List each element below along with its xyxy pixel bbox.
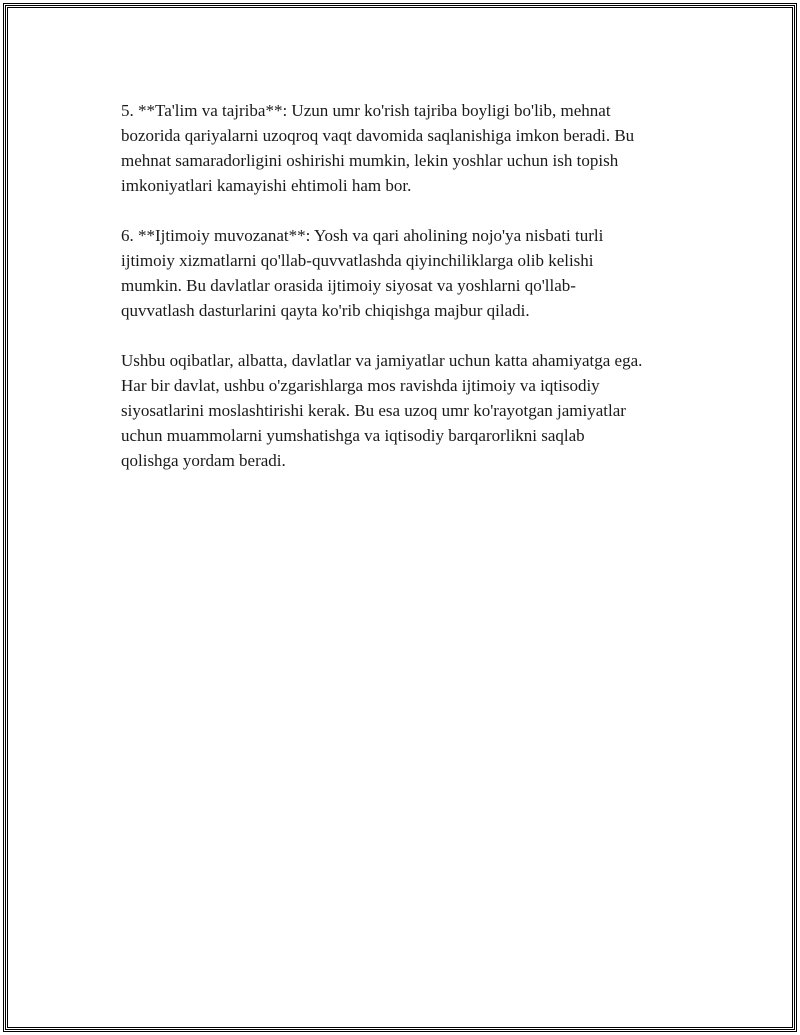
text-line: Har bir davlat, ushbu o'zgarishlarga mos ravishda ijtimoiy va iqtisodiy	[121, 376, 600, 395]
text-line: 6. **Ijtimoiy muvozanat**: Yosh va qari aholining nojo'ya nisbati turli	[121, 226, 604, 245]
text-line: qolishga yordam beradi.	[121, 451, 286, 470]
text-line: uchun muammolarni yumshatishga va iqtisodiy barqarorlikni saqlab	[121, 426, 585, 445]
paragraph-conclusion	[121, 348, 701, 473]
document-body	[121, 98, 701, 498]
text-line: mehnat samaradorligini oshirishi mumkin, lekin yoshlar uchun ish topish	[121, 151, 619, 170]
page-border	[3, 3, 797, 1032]
paragraph-ijtimoiy-muvozanat	[121, 223, 701, 323]
text-line: bozorida qariyalarni uzoqroq vaqt davomida saqlanishiga imkon beradi. Bu	[121, 126, 635, 145]
text-line: ijtimoiy xizmatlarni qo'llab-quvvatlashda qiyinchiliklarga olib kelishi	[121, 251, 594, 270]
text-line: 5. **Ta'lim va tajriba**: Uzun umr ko'rish tajriba boyligi bo'lib, mehnat	[121, 101, 611, 120]
text-line: mumkin. Bu davlatlar orasida ijtimoiy siyosat va yoshlarni qo'llab-	[121, 276, 576, 295]
text-line: siyosatlarini moslashtirishi kerak. Bu esa uzoq umr ko'rayotgan jamiyatlar	[121, 401, 626, 420]
text-line: Ushbu oqibatlar, albatta, davlatlar va jamiyatlar uchun katta ahamiyatga ega.	[121, 351, 643, 370]
paragraph-talim-va-tajriba	[121, 98, 701, 198]
text-line: quvvatlash dasturlarini qayta ko'rib chiqishga majbur qiladi.	[121, 301, 530, 320]
text-line: imkoniyatlari kamayishi ehtimoli ham bor.	[121, 176, 412, 195]
